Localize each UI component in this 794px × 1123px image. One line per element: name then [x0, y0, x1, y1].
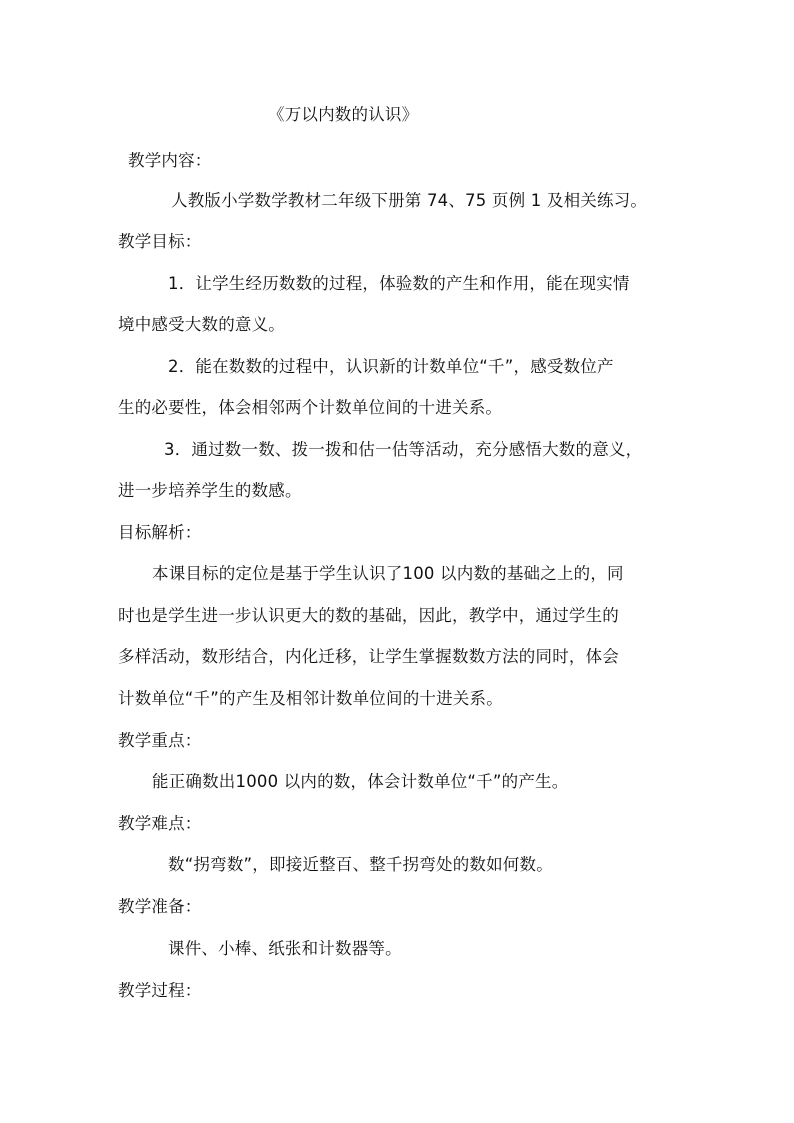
section-heading-difficulties: 教学难点：: [118, 814, 202, 833]
section-heading-process: 教学过程：: [118, 981, 202, 1000]
difficulty-line: 数“拐弯数”，即接近整百、整千拐弯处的数如何数。: [168, 855, 553, 874]
objective-line: 2．能在数数的过程中，认识新的计数单位“千”，感受数位产: [168, 357, 614, 376]
objective-line: 进一步培养学生的数感。: [118, 481, 302, 500]
document-title: 《万以内数的认识》: [268, 105, 419, 124]
analysis-line: 本课目标的定位是基于学生认识了100 以内数的基础之上的，同: [152, 564, 624, 583]
objective-line: 1．让学生经历数数的过程，体验数的产生和作用，能在现实情: [168, 274, 630, 293]
objective-line: 3．通过数一数、拨一拨和估一估等活动，充分感悟大数的意义，: [164, 440, 643, 459]
analysis-line: 计数单位“千”的产生及相邻计数单位间的十进关系。: [118, 689, 503, 708]
section-heading-objectives: 教学目标：: [118, 232, 202, 251]
section-heading-preparation: 教学准备：: [118, 897, 202, 916]
preparation-line: 课件、小棒、纸张和计数器等。: [168, 939, 402, 958]
section-heading-content: 教学内容：: [128, 151, 212, 170]
key-point-line: 能正确数出1000 以内的数，体会计数单位“千”的产生。: [152, 772, 569, 791]
analysis-line: 时也是学生进一步认识更大的数的基础，因此，教学中，通过学生的: [118, 606, 619, 625]
section-heading-key-points: 教学重点：: [118, 731, 202, 750]
analysis-line: 多样活动，数形结合，内化迁移，让学生掌握数数方法的同时，体会: [118, 647, 619, 666]
content-line: 人教版小学数学教材二年级下册第 74、75 页例 1 及相关练习。: [171, 191, 648, 210]
objective-line: 生的必要性，体会相邻两个计数单位间的十进关系。: [118, 398, 503, 417]
section-heading-analysis: 目标解析：: [118, 523, 202, 542]
objective-line: 境中感受大数的意义。: [118, 315, 285, 334]
